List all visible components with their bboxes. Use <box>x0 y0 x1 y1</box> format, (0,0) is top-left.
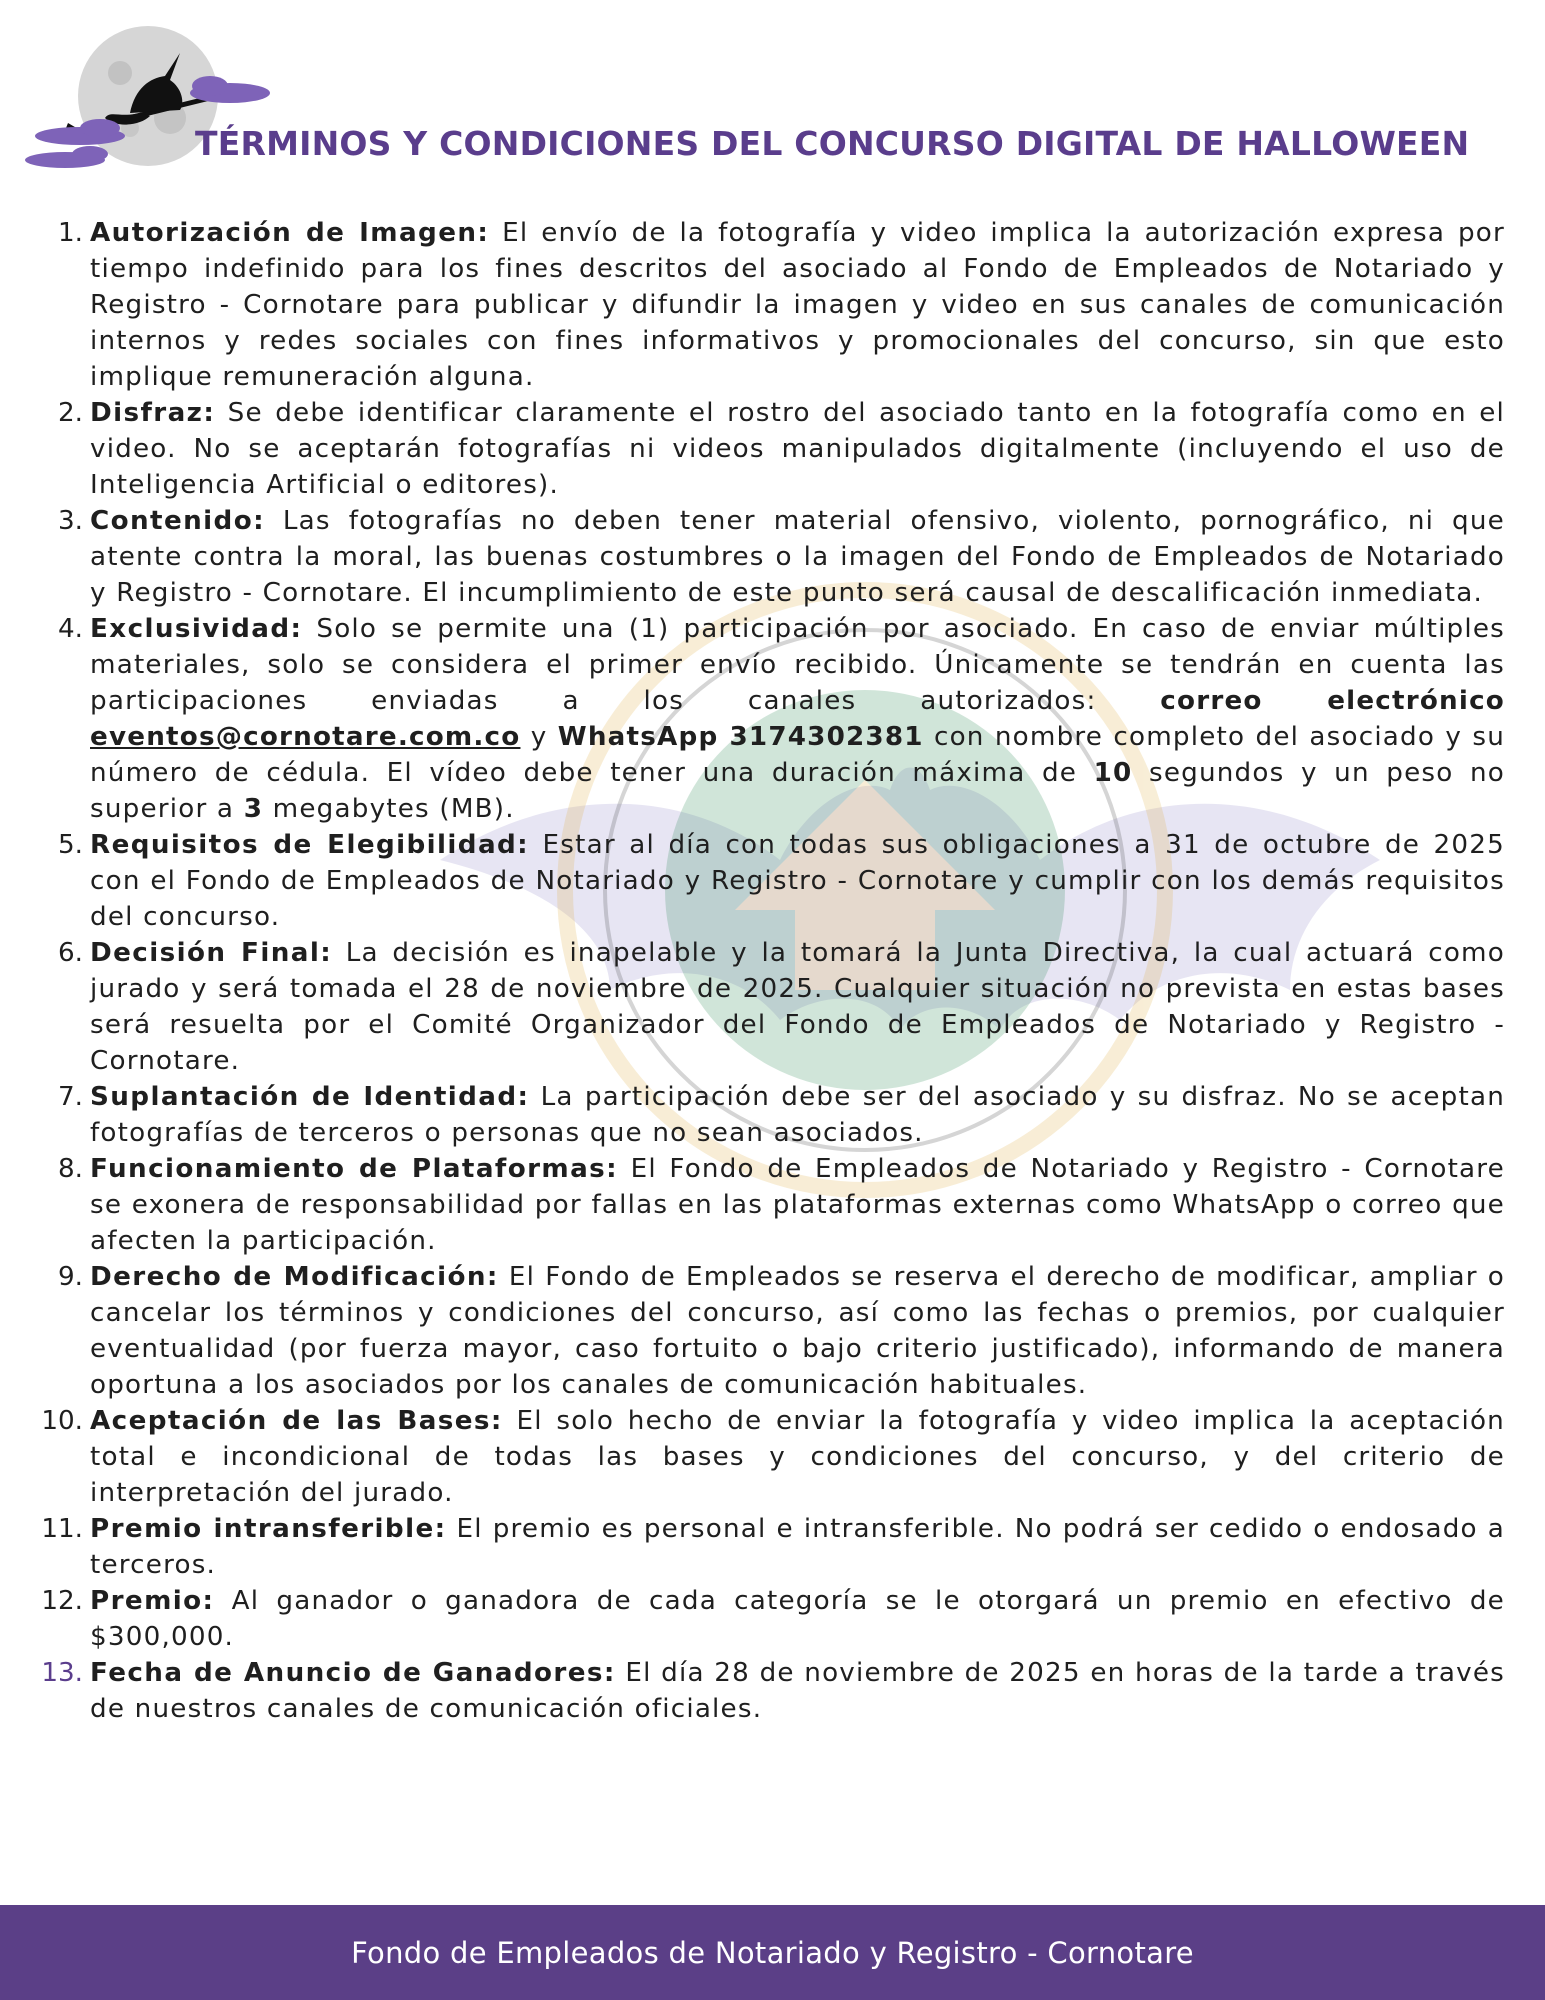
term-number: 13. <box>41 1658 83 1688</box>
term-text: El premio es personal e intransferible. No podrá ser cedido o endosado a terceros. <box>90 1514 1505 1580</box>
term-number: 1. <box>58 218 83 248</box>
term-text: El Fondo de Empleados se reserva el derecho de modificar, ampliar o cancelar los términos y condiciones del concurso, así como las fechas o premios, por cualquier eventualidad (por fuerza mayor, caso fortuito o bajo criterio justificado), informando de manera oportuna a los asociados por los canales de comunicación habituales. <box>90 1262 1505 1400</box>
term-item <box>58 395 1505 503</box>
term-label: Premio: <box>90 1586 215 1616</box>
term-item <box>41 1655 1505 1727</box>
term-number: 7. <box>58 1082 83 1112</box>
term-text: La decisión es inapelable y la tomará la Junta Directiva, la cual actuará como jurado y será tomada el 28 de noviembre de 2025. Cualquier situación no prevista en estas bases será resuelta por el Comité Organizador del Fondo de Empleados de Notariado y Registro - Cornotare. <box>90 938 1505 1076</box>
term-text: El Fondo de Empleados de Notariado y Registro - Cornotare se exonera de responsabilidad por fallas en las plataformas externas como WhatsApp o correo que afecten la participación. <box>90 1154 1505 1256</box>
term-label: Derecho de Modificación: <box>90 1262 499 1292</box>
term-item <box>58 1151 1505 1259</box>
term-number: 11. <box>41 1514 83 1544</box>
term-text: Solo se permite una (1) participación por asociado. En caso de enviar múltiples materiales, solo se considera el primer envío recibido. Únicamente se tendrán en cuenta las participaciones enviadas a los canales autorizados: <box>90 614 1505 716</box>
term-number: 9. <box>58 1262 83 1292</box>
term-number: 2. <box>58 398 83 428</box>
term-text: Se debe identificar claramente el rostro del asociado tanto en la fotografía como en el video. No se aceptarán fotografías ni videos manipulados digitalmente (incluyendo el uso de Inteligencia Artificial o editores). <box>90 398 1505 500</box>
term-text: y <box>520 722 558 752</box>
email-link[interactable]: eventos@cornotare.com.co <box>90 722 521 752</box>
term-number: 4. <box>58 614 83 644</box>
term-label: Decisión Final: <box>90 938 333 968</box>
term-item <box>58 503 1505 611</box>
term-text: megabytes (MB). <box>263 794 515 824</box>
term-item <box>41 1511 1505 1583</box>
footer-banner <box>0 1905 1545 2000</box>
term-label: Fecha de Anuncio de Ganadores: <box>90 1658 616 1688</box>
term-text: segundos y un peso no superior a <box>90 758 1505 824</box>
whatsapp-channel: WhatsApp 3174302381 <box>557 722 924 752</box>
document-title: TÉRMINOS Y CONDICIONES DEL CONCURSO DIGITAL DE HALLOWEEN <box>195 124 1470 163</box>
term-text: La participación debe ser del asociado y su disfraz. No se aceptan fotografías de terceros o personas que no sean asociados. <box>90 1082 1505 1148</box>
term-label: Autorización de Imagen: <box>90 218 490 248</box>
term-label: Requisitos de Elegibilidad: <box>90 830 530 860</box>
term-item <box>58 1259 1505 1403</box>
term-text: Las fotografías no deben tener material ofensivo, violento, pornográfico, ni que atente contra la moral, las buenas costumbres o la imagen del Fondo de Empleados de Notariado y Registro - Cornotare. El incumplimiento de este punto será causal de descalificación inmediata. <box>90 506 1505 608</box>
term-number: 12. <box>41 1586 83 1616</box>
term-number: 5. <box>58 830 83 860</box>
terms-list <box>41 215 1506 1727</box>
term-item <box>41 1403 1505 1511</box>
term-label: Premio intransferible: <box>90 1514 447 1544</box>
footer-text: Fondo de Empleados de Notariado y Registro - Cornotare <box>351 1935 1194 1970</box>
term-text: El solo hecho de enviar la fotografía y video implica la aceptación total e incondicional de todas las bases y condiciones del concurso, y del criterio de interpretación del jurado. <box>90 1406 1505 1508</box>
max-size-value: 3 <box>243 794 264 824</box>
term-number: 10. <box>41 1406 83 1436</box>
term-label: Exclusividad: <box>90 614 303 644</box>
term-text: con nombre completo del asociado y su número de cédula. El vídeo debe tener una duración máxima de <box>90 722 1505 788</box>
term-text: Al ganador o ganadora de cada categoría se le otorgará un premio en efectivo de $300,000. <box>90 1586 1505 1652</box>
term-item <box>58 1079 1505 1151</box>
email-channel-label: correo electrónico <box>1160 686 1505 716</box>
term-number: 6. <box>58 938 83 968</box>
term-number: 8. <box>58 1154 83 1184</box>
term-item <box>58 827 1506 935</box>
term-label: Contenido: <box>90 506 265 536</box>
term-text: El envío de la fotografía y video implica la autorización expresa por tiempo indefinido para los fines descritos del asociado al Fondo de Empleados de Notariado y Registro - Cornotare para publicar y difundir la imagen y video en sus canales de comunicación internos y redes sociales con fines informativos y promocionales del concurso, sin que esto implique remuneración alguna. <box>90 218 1505 392</box>
term-item <box>58 611 1505 827</box>
term-label: Aceptación de las Bases: <box>90 1406 503 1436</box>
term-label: Disfraz: <box>90 398 216 428</box>
term-item <box>58 935 1505 1079</box>
term-item <box>58 215 1505 395</box>
max-duration-value: 10 <box>1093 758 1133 788</box>
term-label: Suplantación de Identidad: <box>90 1082 530 1112</box>
term-number: 3. <box>58 506 83 536</box>
term-item <box>41 1583 1505 1655</box>
term-label: Funcionamiento de Plataformas: <box>90 1154 619 1184</box>
term-text: Estar al día con todas sus obligaciones a 31 de octubre de 2025 con el Fondo de Empleados de Notariado y Registro - Cornotare y cumplir con los demás requisitos del concurso. <box>90 830 1506 932</box>
term-text: El día 28 de noviembre de 2025 en horas de la tarde a través de nuestros canales de comunicación oficiales. <box>90 1658 1505 1724</box>
